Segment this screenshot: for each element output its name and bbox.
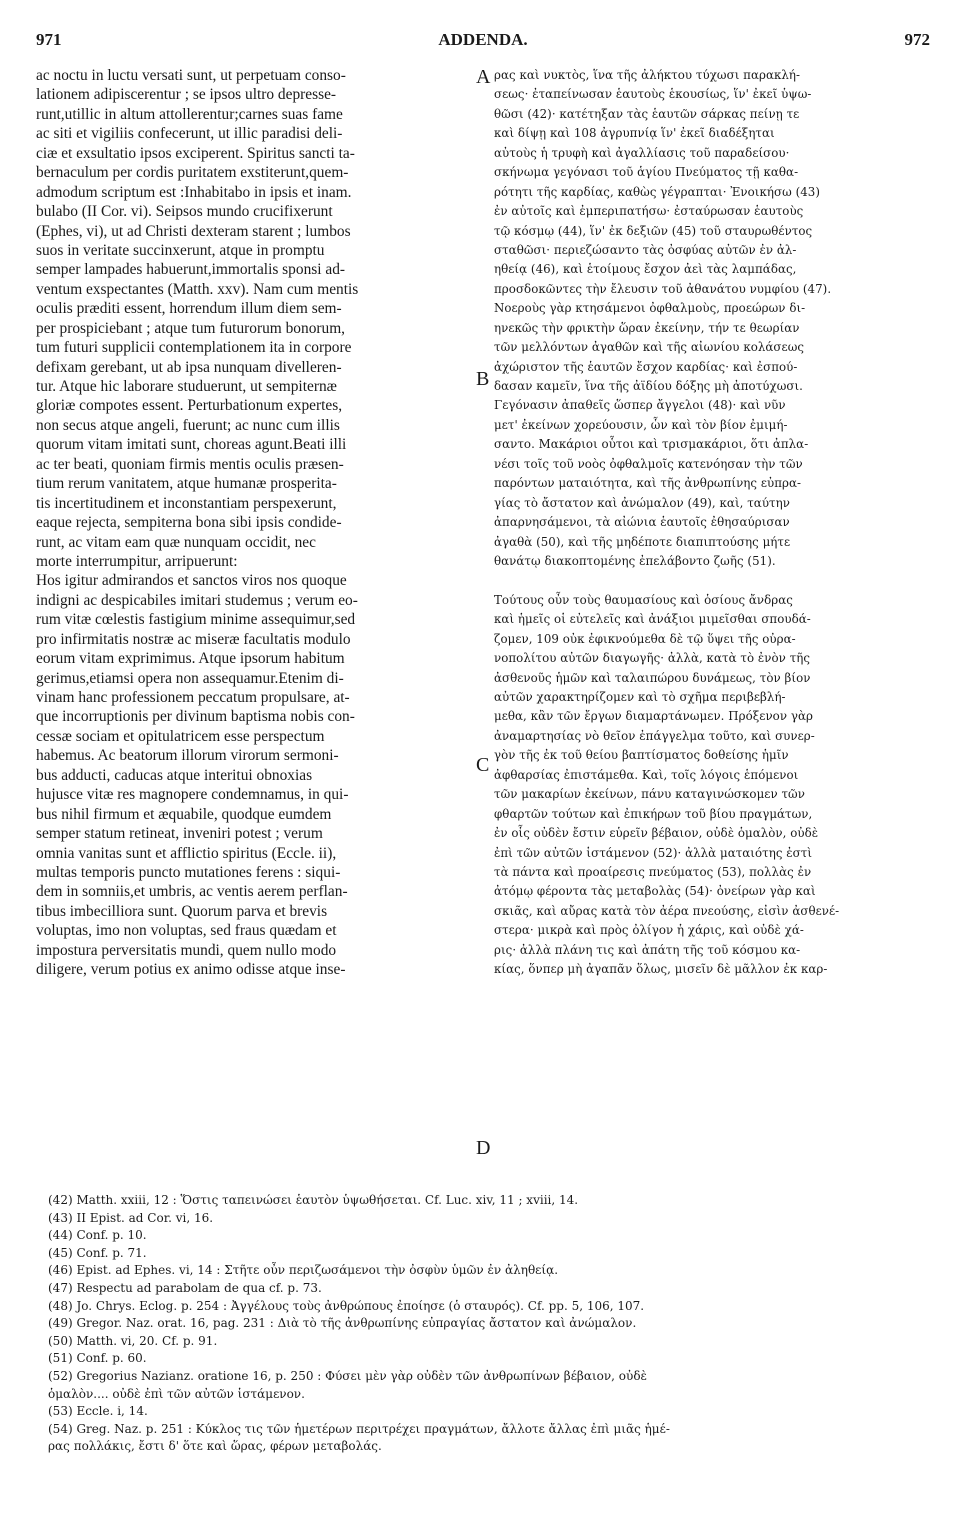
latin-text-line: admodum scriptum est :Inhabitabo in ipsis et inam.: [36, 183, 352, 201]
latin-text-line: diligere, verum potius ex animo odisse atque inse-: [36, 961, 346, 979]
greek-text-line: στερα· μικρὰ καὶ πρὸς ὀλίγον ἡ χάρις, καὶ οὐδὲ χά-: [494, 923, 804, 938]
latin-text-line: eorum vitam exprimimus. Atque ipsorum habitum: [36, 650, 345, 668]
latin-text-line: semper lampades habuerunt,immortalis sponsi ad-: [36, 261, 346, 279]
greek-text-line: τῶν μακαρίων ἐκείνων, πάνυ καταγινώσκομεν τῶν: [494, 787, 805, 802]
latin-text-line: bus nihil firmum et æquabile, quodque eumdem: [36, 805, 332, 823]
greek-text-line: προσδοκῶντες τὴν ἔλευσιν τοῦ ἀθανάτου νυμφίου (47).: [494, 281, 832, 296]
right-page-number: 972: [904, 30, 930, 49]
greek-text-line: τῷ κόσμῳ (44), ἵν' ἐκ δεξιῶν (45) τοῦ σταυρωθέντος: [494, 223, 813, 238]
greek-text-line: Τούτους οὖν τοὺς θαυμασίους καὶ ὁσίους ἄνδρας: [494, 592, 793, 607]
paragraph-gap: [494, 571, 934, 590]
greek-text-line: μετ' ἐκείνων χορεύουσιν, ὧν καὶ τὸν βίον ἐμιμή-: [494, 417, 788, 432]
footnotes: [48, 1192, 928, 1456]
greek-text-line: Γεγόνασιν ἀπαθεῖς ὥσπερ ἄγγελοι (48)· καὶ νῦν: [494, 398, 786, 413]
latin-text-line: Hos igitur admirandos et sanctos viros nos quoque: [36, 572, 347, 590]
footnote-line: (50) Matth. vi, 20. Cf. p. 91.: [48, 1333, 218, 1348]
greek-text-line: ἀχώριστον τῆς ἑαυτῶν ἔσχον καρδίας· καὶ ἐσπού-: [494, 359, 798, 374]
latin-text-line: tis incertitudinem et inconstantiam perspexerunt,: [36, 494, 337, 512]
footnote-line: ρας πολλάκις, ἔστι δ' ὅτε καὶ ὥρας, φέρων μεταβολάς.: [48, 1439, 382, 1454]
latin-text-line: bulabo (II Cor. vi). Seipsos mundo crucifixerunt: [36, 203, 333, 221]
latin-text-line: quorum vitam imitati sunt, choreas agunt.Beati illi: [36, 436, 347, 454]
greek-column: [494, 66, 934, 980]
latin-text-line: (Ephes, vi), ut ad Christi dexteram starent ; lumbos: [36, 222, 351, 240]
greek-text-line: ηνεκῶς τὴν φρικτὴν ὥραν ἐκείνην, τήν τε θεωρίαν: [494, 320, 800, 335]
latin-text-line: semper statum retineat, inveniri potest ; verum: [36, 825, 323, 843]
running-title: ADDENDA.: [438, 30, 528, 49]
latin-text-line: per prospiciebant ; atque tum futurorum bonorum,: [36, 319, 346, 337]
footnote-line: (48) Jo. Chrys. Eclog. p. 254 : Ἀγγέλους τοὺς ἀνθρώπους ἐποίησε (ὁ σταυρός). Cf. pp. 5, 106, 107.: [48, 1298, 645, 1313]
greek-text-line: αὐτῶν χαρακτηρίζομεν καὶ τὸ σχῆμα περιβεβλή-: [494, 690, 786, 704]
greek-text-line: γὸν τῆς ἐκ τοῦ θείου βαπτίσματος δοθείσης ἡμῖν: [494, 748, 789, 763]
greek-text-line: τὰ πάντα καὶ προαίρεσις πνεύματος (53), πολλὰς ἐν: [494, 864, 812, 879]
greek-text-line: σαντο. Μακάριοι οὗτοι καὶ τρισμακάριοι, ὅτι ἀπλα-: [494, 437, 809, 452]
latin-text-line: eaque rejecta, sempiterna bona sibi ipsis condide-: [36, 514, 342, 532]
latin-text-line: tum futuri supplicii contemplationem ita in corpore: [36, 339, 352, 357]
left-page-number: 971: [36, 30, 62, 49]
footnote-line: (43) II Epist. ad Cor. vi, 16.: [48, 1210, 214, 1225]
latin-text-line: ac ter beati, quoniam firmis mentis oculis præsen-: [36, 455, 344, 473]
greek-text-line: σκιᾶς, καὶ αὔρας κατὰ τὸν ἀέρα πνεούσης, εἰσὶν ἀσθενέ-: [494, 903, 840, 918]
latin-text-line: runt,utillic in altum attollerentur;carnes suas fame: [36, 105, 343, 123]
footnote-line: ὁμαλὸν.... οὐδὲ ἐπὶ τῶν αὐτῶν ἱστάμενον.: [48, 1386, 305, 1401]
latin-text-line: ac siti et vigiliis confecerunt, ut illic paradisi deli-: [36, 125, 343, 143]
latin-text-line: voluptas, imo non voluptas, sed fraus quædam et: [36, 922, 337, 940]
latin-text-line: rum vitæ cœlestis fastigium minime assequimur,sed: [36, 611, 356, 629]
footnote-line: (46) Epist. ad Ephes. vi, 14 : Στῆτε οὖν περιζωσάμενοι τὴν ὀσφὺν ὑμῶν ἐν ἀληθείᾳ.: [48, 1263, 559, 1278]
greek-text-line: ζομεν, 109 οὐκ ἐφικνούμεθα δὲ τῷ ὕψει τῆς οὐρα-: [494, 631, 796, 646]
latin-text-line: oculis præditi essent, horrendum illum diem sem-: [36, 300, 342, 318]
latin-text-line: vinam hanc professionem peccatum propulsare, at-: [36, 689, 350, 706]
section-marker-b: B: [476, 368, 490, 390]
latin-text-line: tium rerum vanitatem, atque humanæ prosperita-: [36, 475, 337, 493]
latin-text-line: tibus imbecilliora sunt. Quorum parva et brevis: [36, 902, 328, 920]
latin-text-line: impostura perversitatis mundi, quem nullo modo: [36, 941, 337, 959]
latin-text-line: tur. Atque hic laborare studuerunt, ut sempiternæ: [36, 378, 337, 395]
latin-text-line: runt, ac vitam eam quæ nunquam occidit, nec: [36, 533, 316, 551]
greek-text-line: ἐν οἷς οὐδὲν ἔστιν εὑρεῖν βέβαιον, οὐδὲ ὁμαλὸν, οὐδὲ: [494, 826, 819, 841]
latin-text-line: non secus atque angeli, fuerunt; ac nunc cum illis: [36, 416, 340, 434]
section-marker-c: C: [476, 754, 490, 776]
latin-text-line: ac noctu in luctu versati sunt, ut perpetuam conso-: [36, 67, 346, 84]
greek-text-line: τῶν μελλόντων ἀγαθῶν καὶ τῆς αἰωνίου κολάσεως: [494, 340, 805, 355]
greek-text-line: ρας καὶ νυκτὸς, ἵνα τῆς ἀλήκτου τύχωσι παρακλή-: [494, 68, 801, 82]
greek-text-line: σεως· ἐταπείνωσαν ἑαυτοὺς ἑκουσίως, ἵν' ἐκεῖ ὑψω-: [494, 87, 812, 102]
greek-text-line: θανάτῳ διακοπτομένης ἐπελάβοντο ζωῆς (51).: [494, 553, 776, 568]
greek-text-line: ηθείᾳ (46), καὶ ἑτοίμους ἔσχον ἀεὶ τὰς λαμπάδας,: [494, 262, 797, 277]
greek-text-line: ἀπαρνησάμενοι, τὰ αἰώνια ἑαυτοῖς ἐθησαύρισαν: [494, 515, 790, 530]
greek-text-line: θῶσι (42)· κατέτηξαν τὰς ἑαυτῶν σάρκας πείνῃ τε: [494, 106, 800, 121]
latin-text-line: omnia vanitas sunt et afflictio spiritus (Eccle. ii),: [36, 844, 337, 862]
greek-text-line: ἀφθαρσίας ἐπιστάμεθα. Καὶ, τοῖς λόγοις ἑπόμενοι: [494, 767, 799, 782]
latin-text-line: dem in somniis,et umbris, ac ventis aerem perflan-: [36, 883, 348, 901]
greek-text-line: ρις· ἀλλὰ πλάνη τις καὶ ἀπάτη τῆς τοῦ κόσμου κα-: [494, 942, 801, 957]
footnote-line: (52) Gregorius Nazianz. oratione 16, p. 250 : Φύσει μὲν γὰρ οὐδὲν τῶν ἀνθρωπίνων βέβαιον, οὐδὲ: [48, 1368, 647, 1383]
latin-text-line: bernaculum per cordis puritatem exstiterunt,quem-: [36, 164, 349, 182]
greek-text-line: κίας, ὅνπερ μὴ ἀγαπᾶν ὅλως, μισεῖν δὲ μᾶλλον ἐκ καρ-: [494, 962, 828, 977]
footnote-line: (54) Greg. Naz. p. 251 : Κύκλος τις τῶν ἡμετέρων περιτρέχει πραγμάτων, ἄλλοτε ἄλλας ἐπὶ μιᾶς ἡμέ-: [48, 1421, 670, 1436]
greek-text-line: νοπολίτου αὐτῶν διαγωγῆς· ἀλλὰ, κατὰ τὸ ἐνὸν τῆς: [494, 651, 811, 666]
latin-text-line: lationem adipiscerentur ; se ipsos ultro depresse-: [36, 86, 337, 104]
footnote-line: (42) Matth. xxiii, 12 : Ὅστις ταπεινώσει ἑαυτὸν ὑψωθήσεται. Cf. Luc. xiv, 11 ; xviii, 14.: [48, 1193, 579, 1207]
latin-text-line: multas temporis puncto mutationes ferens : siqui-: [36, 863, 341, 881]
latin-text-line: gerimus,etiamsi opera non assequamur.Etenim di-: [36, 669, 344, 687]
latin-text-line: pro infirmitatis nostræ ac miseræ facultatis modulo: [36, 630, 351, 648]
footnote-line: (49) Gregor. Naz. orat. 16, pag. 231 : Διὰ τὸ τῆς ἀνθρωπίνης εὐπραγίας ἄστατον καὶ ἀνώμαλον.: [48, 1316, 637, 1331]
latin-text-line: que incorruptionis per divinum baptisma nobis con-: [36, 708, 355, 726]
greek-text-line: ἐν αὐτοῖς καὶ ἐμπεριπατήσω· ἐσταύρωσαν ἑαυτοὺς: [494, 204, 804, 219]
latin-text-line: suos in veritate succinxerunt, atque in promptu: [36, 241, 325, 259]
footnote-line: (53) Eccle. i, 14.: [48, 1404, 148, 1419]
footnote-line: (51) Conf. p. 60.: [48, 1351, 147, 1366]
greek-text-line: σκήνωμα γεγόνασι τοῦ ἁγίου Πνεύματος τῇ καθα-: [494, 165, 799, 180]
greek-text-line: ἐπὶ τῶν αὐτῶν ἱστάμενον (52)· ἀλλὰ ματαιότης ἐστὶ: [494, 845, 813, 860]
latin-text-line: hujusce vitæ res magnopere condemnamus, in qui-: [36, 786, 349, 804]
latin-text-line: indigni ac despicabiles imitari studemus ; verum eo-: [36, 591, 358, 609]
greek-text-line: νέσι τοῖς τοῦ νοὸς ὀφθαλμοῖς κατενόησαν τὴν τῶν: [494, 456, 803, 471]
greek-text-line: φθαρτῶν τούτων καὶ ἐπικήρων τοῦ βίου πραγμάτων,: [494, 806, 813, 821]
greek-text-line: καὶ δίψῃ καὶ 108 ἀγρυπνίᾳ ἵν' ἐκεῖ διαδέξηται: [494, 126, 775, 141]
greek-text-line: καὶ ἡμεῖς οἱ εὐτελεῖς καὶ ἀνάξιοι μιμεῖσθαι σπουδά-: [494, 612, 811, 627]
greek-text-line: ἀγαθὰ (50), καὶ τῆς μηδέποτε διαπιπτούσης μήτε: [494, 534, 791, 549]
greek-text-line: ἀναμαρτησίας νὸ θεῖον ἐπάγγελμα τοῦτο, καὶ συνερ-: [494, 728, 815, 743]
latin-text-line: bus adducti, caducas atque interitui obnoxias: [36, 766, 313, 784]
latin-text-line: cessæ sociam et opitulatricem esse perspectum: [36, 727, 325, 745]
greek-text-line: γίας τὸ ἄστατον καὶ ἀνώμαλον (49), καὶ, ταύτην: [494, 495, 790, 510]
footnote-line: (44) Conf. p. 10.: [48, 1228, 147, 1243]
footnote-line: (45) Conf. p. 71.: [48, 1245, 147, 1260]
latin-text-line: ventum exspectantes (Matth. xxv). Nam cum mentis: [36, 280, 359, 298]
latin-text-line: defixam gerebant, ut ab ipsa nunquam divelleren-: [36, 358, 342, 376]
greek-text-line: ἀσθενοῦς ἡμῶν καὶ ταλαιπώρου δυνάμεως, τὸν βίον: [494, 670, 811, 685]
greek-text-line: παρόντων ματαιότητα, καὶ τῆς ἀνθρωπίνης εὐπρα-: [494, 476, 802, 491]
section-marker-d: D: [476, 1137, 491, 1159]
greek-text-line: ἀτόμῳ φέροντα τὰς μεταβολὰς (54)· ὀνείρων γὰρ καὶ: [494, 884, 816, 899]
latin-text-line: morte interrumpitur, arripuerunt:: [36, 552, 238, 570]
section-marker-a: A: [476, 66, 491, 88]
greek-text-line: σταθῶσι· περιεζώσαντο τὰς ὀσφύας αὐτῶν ἐν ἀλ-: [494, 242, 797, 257]
latin-text-line: ciæ et exsultatio ipsos exciperent. Spiritus sancti ta-: [36, 144, 355, 162]
latin-text-line: habemus. Ac beatorum illorum virorum sermoni-: [36, 747, 339, 765]
greek-text-line: μεθα, κἂν τῶν ἔργων διαμαρτάνωμεν. Πρόξενον γὰρ: [494, 709, 813, 724]
greek-text-line: ρότητι τῆς καρδίας, καθὼς γέγραπται· Ἐνοικήσω (43): [494, 184, 821, 199]
greek-text-line: δασαν καμεῖν, ἵνα τῆς ἀϊδίου δόξης μὴ ἀποτύχωσι.: [494, 379, 803, 393]
latin-column: [36, 66, 472, 980]
greek-text-line: Νοεροὺς γὰρ κτησάμενοι ὀφθαλμοὺς, προεώρων δι-: [494, 301, 806, 316]
greek-text-line: αὐτοὺς ἡ τρυφὴ καὶ ἀγαλλίασις τοῦ παραδείσου·: [494, 145, 790, 160]
page-header: [36, 30, 930, 60]
latin-text-line: gloriæ compotes essent. Perturbationum expertes,: [36, 397, 343, 415]
footnote-line: (47) Respectu ad parabolam de qua cf. p. 73.: [48, 1280, 322, 1295]
